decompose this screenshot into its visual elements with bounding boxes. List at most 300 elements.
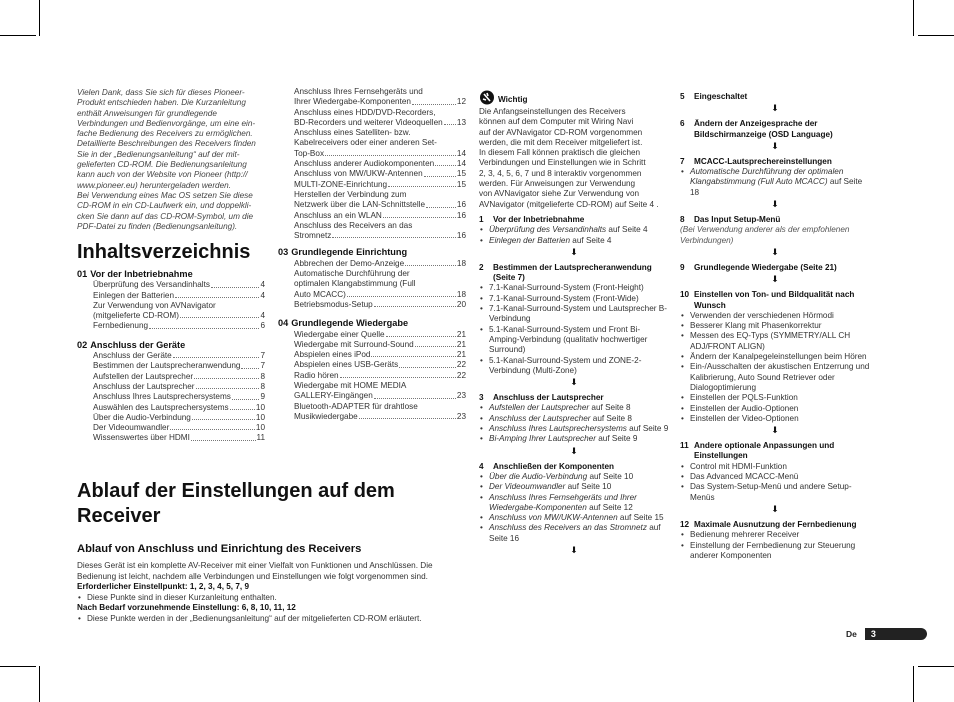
toc-leader: [230, 403, 255, 410]
toc-section-heading[interactable]: [77, 269, 265, 279]
ablauf-subtitle: Ablauf von Anschluss und Einrichtung des Receivers: [77, 543, 362, 555]
important-icon: [479, 90, 495, 105]
toc-leader: [386, 330, 456, 337]
toc-entry-title: Auto MCACC): [294, 289, 346, 299]
toc-entry[interactable]: [278, 200, 466, 210]
step-bullet-text: 7.1-Kanal-Surround-System (Front-Height): [489, 283, 644, 293]
toc-section-number: 02: [77, 339, 88, 350]
step-bullet-text: 5.1-Kanal-Surround-System und ZONE-2-Verbindung (Multi-Zone): [489, 355, 642, 375]
step-bullet[interactable]: [680, 311, 870, 321]
step-bullet[interactable]: [479, 294, 669, 304]
toc-entry[interactable]: [278, 180, 466, 190]
step-bullet-link[interactable]: Aufstellen der Lautsprecher: [489, 403, 590, 413]
step-bullet-text: Einstellung der Fernbedienung zur Steuerung anderer Komponenten: [690, 540, 856, 560]
toc-entry-title: Wiedergabe mit HOME MEDIA: [294, 381, 407, 391]
toc-entry-title: Anschluss Ihres Fernsehgeräts und: [294, 87, 423, 96]
step-number: 10: [680, 290, 690, 300]
step-title: Vor der Inbetriebnahme: [493, 214, 585, 224]
step-bullet-link[interactable]: Automatische Durchführung der optimalen Klangabstimmung (Full Auto MCACC): [690, 167, 844, 187]
step-note: (Bei Verwendung anderer als der empfohlenen Verbindungen): [680, 225, 850, 245]
wichtig-label: Wichtig: [498, 94, 528, 104]
step-title: MCACC-Lautsprechereinstellungen: [694, 156, 832, 166]
toc-entry-title: Der Videoumwandler: [93, 423, 170, 433]
toc-leader: [374, 391, 456, 398]
toc-entry-page: 16: [456, 231, 466, 241]
step-bullet-text: auf Seite 18: [690, 177, 863, 197]
step-bullet[interactable]: [479, 283, 669, 293]
toc-entry[interactable]: [278, 350, 466, 360]
toc-entry-title: GALLERY-Eingängen: [294, 391, 373, 401]
toc-entry-title: Anschluss von MW/UKW-Antennen: [294, 169, 423, 179]
toc-entry-title: Zur Verwendung von AVNavigator: [93, 300, 216, 310]
crop-mark: [918, 666, 954, 667]
toc-entry-title: Anschluss anderer Audiokomponenten: [294, 159, 435, 169]
toc-entry[interactable]: [278, 330, 466, 340]
step-heading: [680, 119, 870, 140]
step-bullet[interactable]: [479, 225, 669, 235]
step-number: 11: [680, 441, 689, 451]
toc-entry-title: Top-Box: [294, 148, 325, 158]
step-bullet-link[interactable]: Der Videoumwandler: [489, 482, 566, 492]
toc-entry-title: MULTI-ZONE-Einrichtung: [294, 179, 388, 189]
step-bullet-link[interactable]: Über die Audio-Verbindung: [489, 471, 588, 481]
toc-entry[interactable]: [278, 300, 466, 310]
toc-entry-page: 15: [456, 169, 466, 179]
step-heading: [479, 393, 669, 403]
step-bullet[interactable]: [479, 482, 669, 492]
step-bullet-text: Besserer Klang mit Phasenkorrektur: [690, 321, 822, 331]
toc-leader: [325, 149, 456, 156]
arrow-down-icon: ⬇: [771, 246, 779, 257]
step-heading: [680, 92, 870, 102]
step-bullet-text: auf Seite 8: [589, 403, 631, 413]
step-number: 1: [479, 214, 484, 224]
toc-entry[interactable]: [77, 403, 265, 413]
toc-entry-page: 20: [456, 299, 466, 309]
crop-mark: [0, 666, 36, 667]
step-number: 2: [479, 262, 484, 272]
arrow-down-icon: ⬇: [570, 246, 578, 257]
step-bullet-text: Das Advanced MCACC-Menü: [690, 472, 799, 482]
crop-mark: [913, 0, 914, 36]
intro-line: Detaillierte Beschreibungen des Receivers finden: [77, 139, 256, 149]
toc-entry[interactable]: [278, 138, 466, 148]
toc-leader: [332, 231, 456, 238]
toc-entry-page: 15: [456, 179, 466, 189]
step-bullet-link[interactable]: Anschluss von MW/UKW-Antennen: [489, 513, 618, 523]
ablauf-body: Dieses Gerät ist ein komplette AV-Receiver mit einer Vielfalt von Funktionen und Anschlüssen. Die Bedienung ist leicht, nachdem alle Verbindungen und Einstellungen wie folgt vorgenommen sind. Erforderlicher Einstellpunkt: 1, 2, 3, 4, 5, 7, 9 • Diese Punkte sind in dieser Kurzanleitung enthalten. Nach Bedarf vorzunehmende Einstellung: 6, 8, 10, 11, 12 • Diese Punkte werden in der „Bedienungsanleitung“ auf der mitgelieferten CD-ROM erläutert.: [77, 561, 477, 624]
step-bullet[interactable]: [479, 424, 669, 434]
step-bullet[interactable]: [479, 434, 669, 444]
toc-entry-title: Anschluss der Lautsprecher: [93, 381, 195, 391]
step-title: Maximale Ausnutzung der Fernbedienung: [694, 519, 857, 529]
step-heading: [479, 462, 669, 472]
step-number: 7: [680, 156, 685, 166]
toc-entry-page: 8: [260, 381, 265, 391]
wichtig-line: von AVNavigator siehe Zur Verwendung von: [479, 189, 640, 199]
toc-entry[interactable]: [278, 290, 466, 300]
intro-text: [77, 88, 277, 232]
toc-entry[interactable]: [278, 259, 466, 269]
toc-entry-title: Abspielen eines iPod: [294, 350, 371, 360]
intro-line: Bei Verwendung eines Mac OS setzen Sie diese: [77, 190, 253, 200]
step-bullet[interactable]: [479, 403, 669, 413]
toc-leader: [415, 340, 456, 347]
toc-entry[interactable]: [278, 412, 466, 422]
step-number: 4: [479, 461, 484, 471]
step-number: 9: [680, 262, 685, 272]
toc-section-number: 04: [278, 318, 289, 329]
toc-entry-page: 13: [456, 117, 466, 127]
step-title: Bestimmen der Lautsprecheranwendung (Seite 7): [493, 262, 652, 283]
toc-entry[interactable]: [278, 108, 466, 118]
step-bullet[interactable]: [680, 404, 870, 414]
toc-section-number: 01: [77, 269, 88, 279]
toc-entry-page: 7: [260, 351, 265, 361]
toc-entry-title: Wissenswertes über HDMI: [93, 433, 190, 443]
toc-entry-page: 6: [260, 321, 265, 331]
toc-entry-page: 12: [456, 97, 466, 107]
step-bullet-link[interactable]: Anschluss des Receivers an das Stromnetz: [489, 523, 647, 533]
toc-entry[interactable]: [77, 413, 265, 423]
step-bullet-text: Ändern der Kanalpegeleinstellungen beim Hören: [690, 352, 867, 362]
toc-entry[interactable]: [278, 149, 466, 159]
toc-entry[interactable]: [278, 159, 466, 169]
toc-entry-title: Über die Audio-Verbindung: [93, 412, 191, 422]
toc-entry-title: Anschluss Ihres Lautsprechersystems: [93, 392, 231, 402]
toc-column-2: [278, 87, 466, 422]
step-heading: [680, 520, 870, 530]
toc-entry[interactable]: [77, 301, 265, 311]
intro-line: enthält Anweisungen für grundlegende: [77, 108, 217, 118]
toc-entry[interactable]: [278, 360, 466, 370]
step-bullet-text: Verwenden der verschiedenen Hörmodi: [690, 310, 834, 320]
toc-entry[interactable]: [278, 269, 466, 279]
toc-entry[interactable]: [278, 118, 466, 128]
intro-line: PDF-Datei zu finden (Bedienungsanleitung).: [77, 221, 238, 231]
toc-leader: [180, 311, 259, 318]
step-bullet-text: auf Seite 9: [595, 434, 638, 444]
toc-entry-page: 23: [456, 391, 466, 401]
step-bullet-text: auf Seite 15: [617, 513, 664, 523]
step-bullet-link[interactable]: Einlegen der Batterien: [489, 235, 571, 245]
step-bullet-link[interactable]: Bi-Amping Ihrer Lautsprecher: [489, 434, 596, 444]
toc-leader: [371, 350, 455, 357]
toc-leader: [170, 423, 255, 430]
toc-entry-title: Anschluss des Receivers an das: [294, 220, 413, 230]
toc-entry-page: 22: [456, 370, 466, 380]
toc-entry-page: 10: [255, 412, 265, 422]
step-number: 6: [680, 119, 685, 129]
toc-entry-page: 4: [260, 311, 265, 321]
toc-entry[interactable]: [278, 169, 466, 179]
step-bullet-text: 7.1-Kanal-Surround-System und Lautsprecher B-Verbindung: [489, 304, 667, 324]
intro-line: Produkt entschieden haben. Die Kurzanleitung: [77, 98, 246, 108]
step-bullet-text: Einstellen der Audio-Optionen: [690, 403, 799, 413]
crop-mark: [39, 666, 40, 702]
toc-leader: [194, 372, 259, 379]
toc-entry-title: Aufstellen der Lautsprecher: [93, 371, 194, 381]
toc-leader: [435, 159, 456, 166]
step-bullet[interactable]: [479, 472, 669, 482]
step-bullet-text: Messen des EQ-Typs (SYMMETRY/ALL CH ADJ/FRONT ALIGN): [690, 331, 851, 351]
toc-entry-page: 23: [456, 411, 466, 421]
step-bullet-link[interactable]: Anschluss der Lautsprecher: [489, 413, 591, 423]
toc-entry-title: Radio hören: [294, 370, 339, 380]
toc-title: Inhaltsverzeichnis: [77, 241, 251, 263]
step-title: Das Input Setup-Menü: [694, 215, 781, 225]
toc-leader: [191, 433, 256, 440]
toc-entry[interactable]: [278, 97, 466, 107]
intro-line: Sie in der „Bedienungsanleitung“ auf der mit-: [77, 149, 240, 159]
toc-entry-page: 9: [260, 392, 265, 402]
intro-line: Vielen Dank, dass Sie sich für dieses Pioneer-: [77, 88, 245, 97]
step-heading: [680, 441, 870, 462]
step-bullet[interactable]: [680, 462, 870, 472]
toc-section-title: Anschluss der Geräte: [90, 339, 186, 350]
step-heading: [479, 263, 669, 284]
toc-entry[interactable]: [278, 402, 466, 412]
step-bullet-text: auf Seite 4: [606, 225, 648, 235]
language-label: De: [846, 629, 857, 639]
intro-line: fache Bedienung des Receivers zu ermöglichen.: [77, 129, 253, 139]
toc-section-number: 03: [278, 247, 289, 258]
step-bullet-text: auf Seite 16: [489, 523, 661, 543]
crop-mark: [913, 666, 914, 702]
step-bullet[interactable]: [680, 331, 870, 352]
arrow-down-icon: ⬇: [771, 274, 779, 285]
wichtig-line: auf der AVNavigator CD-ROM vorgenommen: [479, 127, 643, 137]
step-bullet[interactable]: [680, 414, 870, 424]
step-bullet-link[interactable]: Anschluss Ihres Lautsprechersystems: [489, 424, 627, 434]
toc-leader: [444, 118, 456, 125]
toc-entry-page: 21: [456, 350, 466, 360]
toc-entry-page: 16: [456, 210, 466, 220]
step-bullet-text: 7.1-Kanal-Surround-System (Front-Wide): [489, 293, 639, 303]
toc-leader: [196, 382, 260, 389]
step-title: Einstellen von Ton- und Bildqualität nach Wunsch: [694, 290, 855, 310]
step-bullet[interactable]: [479, 356, 669, 377]
toc-entry-title: BD-Recorders und weiterer Videoquellen: [294, 117, 443, 127]
step-bullet-text: Control mit HDMI-Funktion: [690, 461, 787, 471]
toc-entry[interactable]: [77, 321, 265, 331]
toc-entry-title: Einlegen der Batterien: [93, 290, 175, 300]
toc-entry-title: Betriebsmodus-Setup: [294, 299, 373, 309]
ablauf-title: Ablauf der Einstellungen auf dem Receiver: [77, 480, 395, 527]
wichtig-line: 2, 3, 4, 5, 6, 7 und 8 interaktiv vorgenommen: [479, 168, 642, 178]
toc-leader: [374, 300, 456, 307]
toc-entry-title: Fernbedienung: [93, 321, 149, 331]
toc-entry[interactable]: [278, 340, 466, 350]
toc-entry-title: Ihrer Wiedergabe-Komponenten: [294, 97, 411, 107]
wichtig-line: können auf dem Computer mit Wiring Navi: [479, 117, 634, 127]
toc-entry-page: 21: [456, 339, 466, 349]
step-bullet[interactable]: [479, 414, 669, 424]
arrow-down-icon: ⬇: [570, 544, 578, 555]
step-bullet[interactable]: [680, 352, 870, 362]
toc-entry[interactable]: [278, 87, 466, 97]
toc-entry[interactable]: [77, 361, 265, 371]
toc-entry[interactable]: [77, 351, 265, 361]
step-bullet-text: Das System-Setup-Menü und andere Setup-Menüs: [690, 482, 852, 502]
toc-entry[interactable]: [77, 372, 265, 382]
toc-entry[interactable]: [278, 371, 466, 381]
toc-entry-page: 18: [456, 258, 466, 268]
toc-leader: [149, 321, 259, 328]
toc-section-heading[interactable]: [77, 340, 265, 350]
toc-entry-page: 14: [456, 148, 466, 158]
toc-entry-title: Anschluss eines Satelliten- bzw.: [294, 128, 411, 138]
toc-entry[interactable]: [278, 211, 466, 221]
toc-entry-title: Bestimmen der Lautsprecheranwendung: [93, 361, 241, 371]
toc-entry[interactable]: [278, 221, 466, 231]
toc-entry-page: 22: [456, 360, 466, 370]
toc-entry-title: Herstellen der Verbindung zum: [294, 189, 407, 199]
toc-entry-page: 4: [260, 280, 265, 290]
intro-line: Verbindungen und Bedienvorgänge, um eine ein-: [77, 118, 256, 128]
step-bullet-link[interactable]: Überprüfung des Versandinhalts: [489, 225, 607, 235]
toc-entry-title: (mitgelieferte CD-ROM): [93, 311, 179, 321]
toc-entry[interactable]: [77, 280, 265, 290]
toc-leader: [175, 291, 259, 298]
intro-line: cken Sie dann auf das CD-ROM-Symbol, um die: [77, 211, 254, 221]
step-bullet[interactable]: [680, 393, 870, 403]
toc-entry-title: Auswählen des Lautsprechersystems: [93, 402, 229, 412]
step-bullet[interactable]: [680, 482, 870, 503]
toc-leader: [424, 169, 456, 176]
toc-entry-page: 21: [456, 329, 466, 339]
toc-leader: [383, 211, 456, 218]
step-bullet-text: Bedienung mehrerer Receiver: [690, 530, 800, 540]
step-bullet-link[interactable]: Anschluss Ihres Fernsehgeräts und Ihrer Wiedergabe-Komponenten: [489, 492, 637, 512]
step-bullet[interactable]: [680, 472, 870, 482]
step-bullet[interactable]: [680, 362, 870, 393]
toc-entry-title: Musikwiedergabe: [294, 411, 358, 421]
toc-entry-page: 16: [456, 200, 466, 210]
toc-leader: [388, 180, 456, 187]
step-number: 3: [479, 393, 484, 403]
toc-entry-page: 18: [456, 289, 466, 299]
step-bullet[interactable]: [680, 530, 870, 540]
steps-column-3: [479, 90, 669, 556]
toc-entry[interactable]: [278, 190, 466, 200]
steps-column-4: [680, 87, 870, 561]
step-bullet[interactable]: [479, 523, 669, 544]
wichtig-line: werden. Für Anweisungen zur Verwendung: [479, 179, 636, 189]
arrow-down-icon: ⬇: [771, 103, 779, 114]
step-title: Anschluss der Lautsprecher: [493, 393, 604, 403]
wichtig-line: In diesem Fall können praktisch die gleichen: [479, 148, 641, 158]
wichtig-line: AVNavigator (mitgelieferte CD-ROM) auf Seite 4 .: [479, 199, 659, 209]
page-footer: [846, 628, 927, 640]
arrow-down-icon: ⬇: [771, 199, 779, 210]
toc-leader: [241, 361, 259, 368]
arrow-down-icon: ⬇: [570, 445, 578, 456]
step-bullet[interactable]: [680, 321, 870, 331]
arrow-down-icon: ⬇: [771, 140, 779, 151]
toc-entry[interactable]: [278, 381, 466, 391]
toc-leader: [399, 360, 456, 367]
step-bullet-text: 5.1-Kanal-Surround-System und Front Bi-Amping-Verbindung (qualitativ hochwertiger Surround): [489, 324, 648, 355]
step-title: Grundlegende Wiedergabe (Seite 21): [694, 262, 837, 272]
wichtig-box: [479, 90, 669, 210]
toc-entry-title: Stromnetz: [294, 231, 332, 241]
step-bullet-text: Ein-/Ausschalten der akustischen Entzerrung und Kalibrierung, Auto Sound Retriever oder Dialogoptimierung: [690, 362, 870, 392]
toc-entry-page: 11: [256, 433, 265, 443]
toc-entry[interactable]: [77, 433, 265, 443]
crop-mark: [39, 0, 40, 36]
toc-entry-title: Überprüfung des Versandinhalts: [93, 280, 210, 290]
step-bullet[interactable]: [680, 541, 870, 562]
toc-entry-page: 8: [260, 371, 265, 381]
step-heading: [680, 157, 870, 167]
toc-leader: [173, 351, 260, 358]
intro-line: www.pioneer.eu) heruntergeladen werden.: [77, 180, 231, 190]
step-bullet-text: auf Seite 9: [626, 424, 669, 434]
toc-entry-title: Wiedergabe mit Surround-Sound: [294, 339, 414, 349]
intro-line: kann auch von der Website von Pioneer (http://: [77, 170, 248, 180]
wichtig-line: Verbindungen und Einstellungen wie in Schritt: [479, 158, 646, 168]
toc-entry[interactable]: [77, 392, 265, 402]
toc-entry[interactable]: [278, 391, 466, 401]
toc-leader: [405, 259, 456, 266]
step-title: Ändern der Anzeigesprache der Bildschirmanzeige (OSD Language): [694, 119, 833, 139]
step-bullet[interactable]: [479, 493, 669, 514]
crop-mark: [0, 35, 36, 36]
toc-entry[interactable]: [278, 128, 466, 138]
step-bullet[interactable]: [479, 325, 669, 356]
step-bullet-text: auf Seite 12: [586, 502, 633, 512]
toc-section-title: Grundlegende Einrichtung: [291, 247, 408, 258]
step-bullet[interactable]: [680, 167, 870, 198]
page-number: 3: [865, 628, 927, 640]
step-number: 12: [680, 519, 690, 529]
wichtig-line: Die Anfangseinstellungen des Receivers: [479, 107, 626, 116]
toc-section-title: Grundlegende Wiedergabe: [291, 318, 409, 329]
toc-entry-title: Kabelreceivers oder einer anderen Set-: [294, 138, 437, 148]
toc-leader: [340, 371, 456, 378]
step-bullet[interactable]: [479, 513, 669, 523]
toc-entry[interactable]: [77, 423, 265, 433]
toc-section-title: Vor der Inbetriebnahme: [90, 269, 193, 279]
step-bullet-text: auf Seite 10: [587, 471, 634, 481]
toc-entry-page: 10: [255, 402, 265, 412]
step-bullet-text: Einstellen der Video-Optionen: [690, 413, 799, 423]
toc-entry[interactable]: [77, 291, 265, 301]
toc-entry-title: Anschluss an ein WLAN: [294, 210, 382, 220]
toc-entry-title: Automatische Durchführung der: [294, 269, 410, 279]
step-bullet[interactable]: [479, 304, 669, 325]
toc-leader: [347, 290, 456, 297]
step-title: Andere optionale Anpassungen und Einstellungen: [694, 441, 835, 461]
toc-section-heading[interactable]: [278, 318, 466, 328]
step-heading: [680, 263, 870, 273]
toc-entry[interactable]: [278, 279, 466, 289]
toc-entry[interactable]: [77, 311, 265, 321]
toc-section-heading[interactable]: [278, 247, 466, 257]
step-bullet-text: auf Seite 8: [590, 413, 632, 423]
toc-entry-title: Abbrechen der Demo-Anzeige: [294, 258, 405, 268]
toc-entry[interactable]: [77, 382, 265, 392]
step-heading: [680, 290, 870, 311]
step-bullet-text: auf Seite 10: [565, 482, 612, 492]
toc-entry-title: Netzwerk über die LAN-Schnittstelle: [294, 200, 426, 210]
toc-entry[interactable]: [278, 231, 466, 241]
step-bullet[interactable]: [479, 236, 669, 246]
toc-entry-title: Abspielen eines USB-Geräts: [294, 360, 399, 370]
toc-leader: [359, 412, 456, 419]
step-bullet-text: Einstellen der PQLS-Funktion: [690, 393, 798, 403]
